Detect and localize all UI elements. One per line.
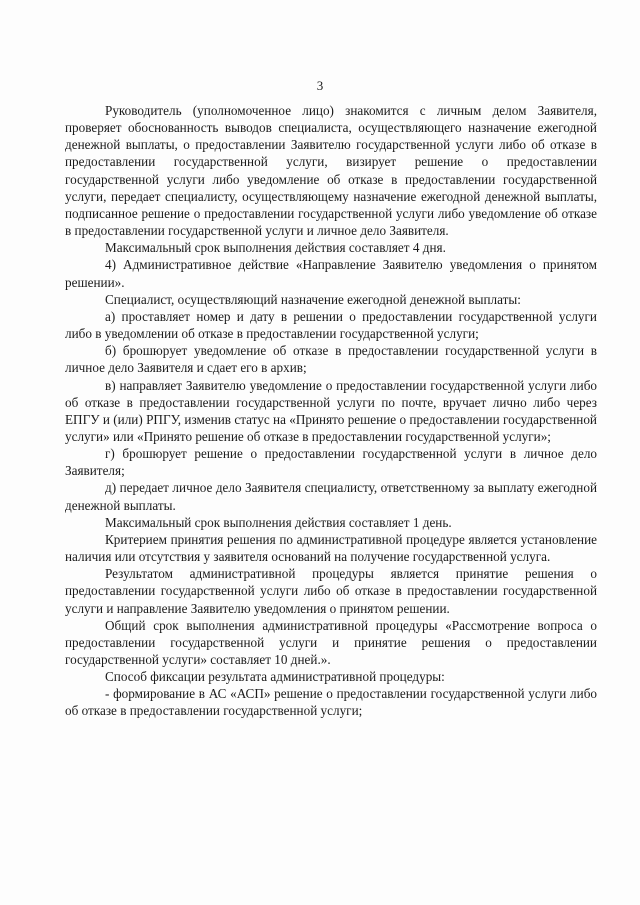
paragraph-fixation-method: Способ фиксации результата административной процедуры:	[105, 669, 445, 685]
list-item-d: д) передает личное дело Заявителя специалисту, ответственному за выплату ежегодной денежной выплаты.	[65, 480, 597, 513]
paragraph-deadline-4-days: Максимальный срок выполнения действия составляет 4 дня.	[105, 240, 446, 256]
list-item-g: г) брошюрует решение о предоставлении государственной услуги в личное дело Заявителя;	[65, 446, 597, 479]
paragraph-procedure-result: Результатом административной процедуры является принятие решения о предоставлении государственной услуги либо об отказе в предоставлении государственной услуги и направление Заявителю уведомления о принятом решении.	[65, 566, 597, 616]
paragraph-action-4: 4) Административное действие «Направление Заявителю уведомления о принятом решении».	[65, 257, 597, 290]
list-item-a: а) проставляет номер и дату в решении о предоставлении государственной услуги либо в уведомлении об отказе в предоставлении государственной услуги;	[65, 308, 597, 342]
list-item-v: в) направляет Заявителю уведомление о предоставлении государственной услуги либо об отказе в предоставлении государственной услуги по почте, вручает лично либо через ЕПГУ и (или) РПГУ, изменив статус на «Принято решение о предоставлении государственной услуги» или «Принято решение об отказе в предоставлении государственной услуги»;	[65, 377, 597, 444]
list-item-b: б) брошюрует уведомление об отказе в предоставлении государственной услуги в личное дело Заявителя и сдает его в архив;	[65, 343, 597, 376]
paragraph-head-review: Руководитель (уполномоченное лицо) знакомится с личным делом Заявителя, проверяет обоснованность выводов специалиста, осуществляющего назначение ежегодной денежной выплаты, о предоставлении Заявителю государственной услуги либо об отказе в предоставлении государственной услуги, визирует решение о предоставлении государственной услуги либо уведомление об отказе в предоставлении государственной услуги, передает специалисту, осуществляющему назначение ежегодной денежной выплаты, подписанное решение о предоставлении государственной услуги либо уведомление об отказе в предоставлении государственной услуги и личное дело Заявителя.	[65, 103, 597, 239]
document-body	[65, 102, 597, 720]
paragraph-deadline-1-day: Максимальный срок выполнения действия составляет 1 день.	[105, 514, 452, 530]
paragraph-specialist-intro: Специалист, осуществляющий назначение ежегодной денежной выплаты:	[105, 291, 521, 307]
page-number: 3	[316, 78, 324, 93]
paragraph-fixation-item: - формирование в АС «АСП» решение о предоставлении государственной услуги либо об отказе в предоставлении государственной услуги;	[65, 686, 597, 719]
paragraph-decision-criterion: Критерием принятия решения по административной процедуре является установление наличия или отсутствия у заявителя оснований на получение государственной услуга.	[65, 531, 597, 565]
paragraph-total-duration: Общий срок выполнения административной процедуры «Рассмотрение вопроса о предоставлении государственной услуги и принятие решения о предоставлении государственной услуги» составляет 10 дней.».	[65, 617, 597, 667]
